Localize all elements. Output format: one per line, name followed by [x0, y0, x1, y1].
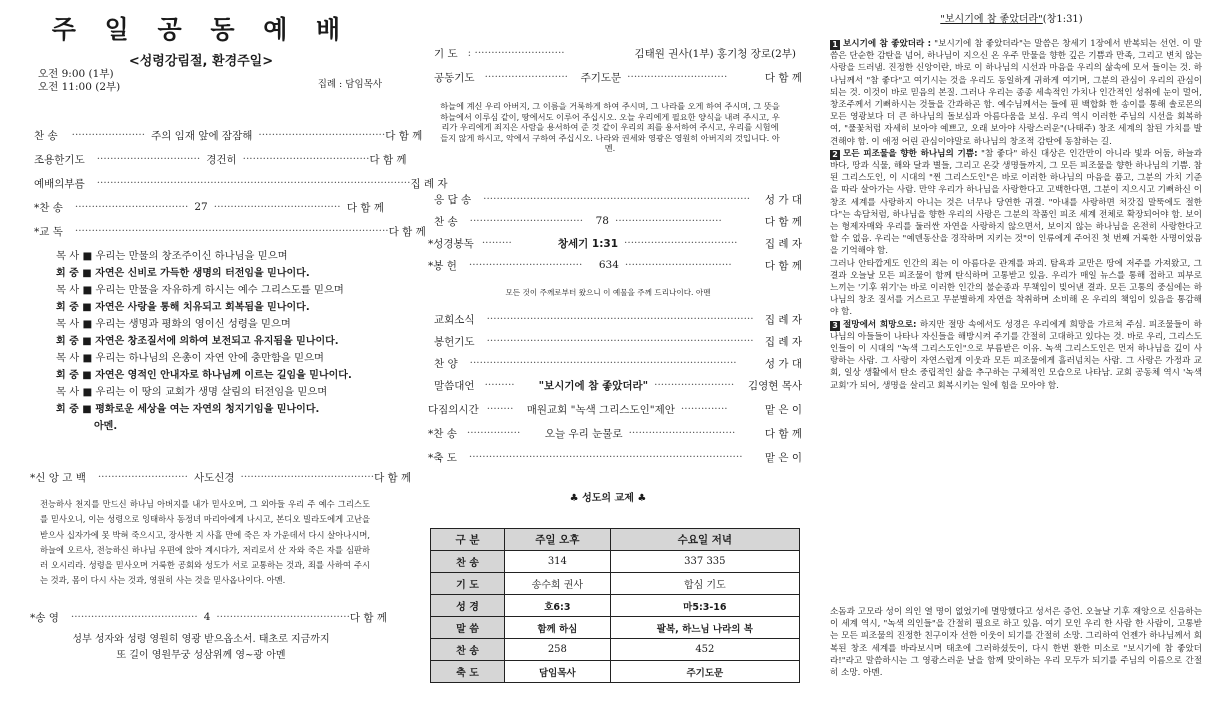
order-label: *봉 헌: [428, 259, 457, 272]
order-label: 찬 양: [434, 357, 458, 370]
line-text: 자연은 사랑을 통해 치유되고 회복됨을 믿나이다.: [95, 302, 310, 313]
responsive-line: [56, 401, 319, 418]
responsive-line: [56, 316, 291, 333]
section-heading: 절망에서 희망으로:: [843, 319, 917, 330]
order-label: 말씀대언: [434, 379, 475, 392]
responsive-line: [94, 418, 117, 435]
order-item: 78: [595, 215, 609, 227]
table-cell: 258: [505, 639, 611, 661]
order-leader: 다 함 께: [388, 225, 426, 238]
order-label: *교 독: [34, 225, 63, 238]
order-leader: 다 함 께: [369, 153, 407, 166]
responsive-line: [56, 282, 344, 299]
order-label: 봉헌기도: [434, 335, 475, 348]
sermon-section: [830, 148, 1202, 319]
order-label: 기 도: [434, 47, 458, 60]
row-header: 성 경: [431, 595, 505, 617]
responsive-line: [56, 384, 327, 401]
table-header-row: [431, 529, 800, 551]
order-leader: 성 가 대: [764, 357, 802, 370]
order-leader: 다 함 께: [374, 471, 412, 484]
order-item: 매원교회 "녹색 그리스도인"제안: [526, 403, 675, 416]
order-item: 사도신경: [193, 471, 235, 484]
order-leader: 집 례 자: [410, 177, 448, 190]
section-text: "보시기에 참 좋았더라"는 말씀은 창세기 1장에서 반복되는 선언. 이 말씀은 단순한 감탄을 넘어, 하나님이 지으신 온 우주 만물을 향한 깊은 기쁨과 만족, 그리고 변치 않는 사랑을 드러냄. 진정한 신앙이란, 바로 이 하나님의 시선과 마음을 우리의 삶속에 모셔 들이는 것. 하나님께서 "참 좋다"고 여기시는 것을 우리도 동일하게 귀하게 여기며, 그분의 관심이 우리의 관심이 되는 것. 이것이 바로 믿음의 본질. 그러나 우리는 종종 세속적인 가치나 인간적인 성취에 눈이 멀어, 창조주께서 기뻐하시는 것들을 간과하곤 함. 예수님께서는 들에 핀 백합화 한 송이를 통해 솔로몬의 모든 영광보다 더 큰 하나님의 돌보심과 아름다움을 보심. 우리 역시 이러한 주님의 시선을 회복하여, "풀꽃처럼 자세히 보아야 예쁘고, 오래 보아야 사랑스러운"(나태주) 창조 세계의 참된 가치를 발견해야 함. 이 애정 어린 관심이야말로 하나님의 창조적 감탄에 동참하는 길.: [830, 39, 1202, 147]
line-text: 자연은 영적인 안내자로 하나님께 이르는 길임을 믿나이다.: [95, 370, 352, 381]
row-header: 찬 송: [431, 639, 505, 661]
speaker: 회 중 ■: [56, 302, 92, 313]
schedule-table: [430, 528, 800, 683]
order-leader: 다 함 께: [349, 611, 388, 624]
row-header: 축 도: [431, 661, 505, 683]
responsive-line: [56, 333, 339, 350]
row-header: 말 씀: [431, 617, 505, 639]
order-row: 찬 송 ······················ 주의 임재 앞에 잠잠해 ······································ 다 함 께: [34, 129, 423, 142]
speaker: 회 중 ■: [56, 336, 92, 347]
order-label: *성경봉독: [428, 237, 474, 250]
order-row: *축 도 ·················································································· 맡 은 이: [428, 451, 802, 464]
order-label: 조용한기도: [34, 153, 85, 166]
order-label: *신 앙 고 백: [30, 471, 86, 484]
responsive-line: [56, 248, 288, 265]
order-item: 4: [203, 611, 211, 623]
order-leader: 다 함 께: [764, 71, 802, 84]
order-leader: 다 함 께: [346, 201, 384, 214]
order-row: 예배의부름 ······························································································ 집 례 자: [34, 177, 448, 190]
section-heading: 보시기에 참 좋았더라 :: [843, 39, 932, 49]
doxology-line: 또 길이 영원무궁 성삼위께 영~광 아멘: [116, 650, 286, 661]
order-label: 응 답 송: [434, 193, 472, 206]
line-text: 우리는 생명과 평화의 영이신 성령을 믿으며: [95, 318, 291, 330]
doxology-text: [0, 632, 402, 664]
order-label: *찬 송: [34, 201, 63, 214]
order-item: "보시기에 참 좋았더라": [538, 379, 649, 392]
order-leader: 다 함 께: [764, 427, 802, 440]
order-label: *찬 송: [428, 427, 457, 440]
section-number: 2: [830, 150, 840, 160]
order-label: 찬 송: [34, 129, 58, 142]
order-row: 기 도 : ··························· 김태원 권사(1부) 홍기청 장로(2부): [434, 44, 802, 62]
order-leader: 김영현 목사: [747, 379, 802, 392]
order-leader: 다 함 께: [764, 259, 802, 272]
sermon-heading: [814, 10, 1209, 25]
order-leader: 맡 은 이: [764, 451, 802, 464]
section-text: 하지만 절망 속에서도 성경은 우리에게 희망을 가르쳐 주심. 피조물들이 하나님의 아들들이 나타나 자신들을 해방시켜 주기를 간절히 고대하고 있다는 것. 바로 우리, 그리스도인들이 이 시대의 "녹색 그리스도인"으로 부름받은 이유. 녹색 그리스도인은 먼저 하나님을 깊이 사랑하는 사람. 그 사랑이 자연스럽게 이웃과 모든 피조물에게 흘러넘치는 사람. 그 사랑은 가정과 교회, 일상 생활에서 탄소 중립적인 삶을 추구하는 구체적인 모습으로 나타남. 교회 공동체 역시 '녹색 교회'가 되어, 생명을 살리고 회복시키는 일에 힘을 모아야 함.: [830, 319, 1202, 391]
lords-prayer-text: 하늘에 계신 우리 아버지, 그 이름을 거룩하게 하여 주시며, 그 나라를 오게 하여 주시며, 그 뜻을 하늘에서 이루심 같이, 땅에서도 이루어 주십시오. 오늘 우리에게 필요한 양식을 내려 주시고, 우리가 우리에게 죄지은 사람을 용서하여 준 것 같이 우리의 죄를 용서하여 주시고, 우리를 시험에 들지 않게 하시고, 악에서 구하여 주십시오. 나라와 권세와 영광은 영원히 아버지의 것입니다. 아멘.: [440, 101, 780, 153]
service-time-first: 오전 9:00 (1부): [38, 68, 114, 80]
line-text: 평화로운 세상을 여는 자연의 청지기임을 믿나이다.: [95, 404, 320, 415]
order-row: 교회소식 ················································································ 집 례 자: [434, 313, 802, 326]
order-row: 찬 양 ················································································ 성 가 대: [434, 357, 802, 370]
order-row: *교 독 ······························································································ 다 함 께: [34, 225, 426, 238]
line-text: 아멘.: [94, 421, 118, 432]
responsive-line: [56, 367, 352, 384]
order-row: 찬 송 ·································· 78 ································ 다 함 께: [434, 215, 802, 228]
line-text: 우리는 하나님의 은총이 자연 안에 충만함을 믿으며: [95, 352, 324, 364]
sermon-section: [830, 38, 1202, 148]
order-item: 오늘 우리 눈물로: [544, 427, 623, 440]
order-leader: 집 례 자: [764, 335, 802, 348]
page-subtitle: <성령강림절, 환경주일>: [128, 54, 274, 69]
order-row: *찬 송 ················ 오늘 우리 눈물로 ································ 다 함 께: [428, 427, 802, 440]
table-cell: 314: [505, 551, 611, 573]
order-row: 공동기도 ························· 주기도문 ······························ 다 함 께: [434, 71, 802, 84]
order-row: 말씀대언 ········· "보시기에 참 좋았더라" ························ 김영현 목사: [434, 379, 802, 392]
order-row: *신 앙 고 백 ··························· 사도신경 ········································ 다 함 께: [30, 471, 412, 484]
speaker: 목 사 ■: [56, 352, 93, 364]
table-cell: 함께 하심: [505, 617, 611, 639]
order-label: 교회소식: [434, 313, 475, 326]
table-row: [431, 595, 800, 617]
table-cell: 주기도문: [610, 661, 799, 683]
speaker: 목 사 ■: [56, 386, 93, 398]
sermon-column: [814, 0, 1209, 716]
table-row: [431, 551, 800, 573]
order-label: 예배의부름: [34, 177, 85, 190]
order-row: *송 영 ······································ 4 ········································ 다 함 께: [30, 611, 388, 624]
order-item: 김태원 권사(1부) 홍기청 장로(2부): [634, 47, 796, 60]
order-label: 찬 송: [434, 215, 458, 228]
apostles-creed-text: 전능하사 천지를 만드신 하나님 아버지를 내가 믿사오며, 그 외아들 우리 주 예수 그리스도를 믿사오니, 이는 성령으로 잉태하사 동정녀 마리아에게 나시고, 본디오 빌라도에게 고난을 받으사 십자가에 못 박혀 죽으시고, 장사한 지 사흘 만에 죽은 자 가운데서 다시 살아나시며, 하늘에 오르사, 전능하신 하나님 우편에 앉아 계시다가, 저리로서 산 자와 죽은 자를 심판하러 오시리라. 성령을 믿사오며 거룩한 공회와 성도가 서로 교통하는 것과, 죄를 사하여 주시는 것과, 몸이 다시 사는 것과, 영원히 사는 것을 믿사옵나이다. 아멘.: [40, 499, 370, 586]
order-leader: 다 함 께: [385, 129, 423, 142]
order-item: 경건히: [206, 153, 237, 166]
line-text: 우리는 만물의 창조주이신 하나님을 믿으며: [95, 250, 288, 262]
order-row: 응 답 송 ················································································ 성 가 대: [434, 193, 802, 206]
row-header: 찬 송: [431, 551, 505, 573]
order-row: 다짐의시간 ········ 매원교회 "녹색 그리스도인"제안 ·············· 맡 은 이: [428, 403, 802, 416]
order-label: 공동기도: [434, 71, 475, 84]
table-cell: 337 335: [610, 551, 799, 573]
table-row: [431, 639, 800, 661]
column-header: 수요일 저녁: [610, 529, 799, 551]
table-cell: 452: [610, 639, 799, 661]
order-leader: 집 례 자: [764, 313, 802, 326]
order-item: 27: [194, 201, 208, 213]
sermon-body: [830, 38, 1202, 392]
responsive-line: [56, 265, 310, 282]
line-text: 우리는 이 땅의 교회가 생명 살림의 터전임을 믿으며: [95, 386, 328, 398]
order-leader: 성 가 대: [764, 193, 802, 206]
table-cell: 합심 기도: [610, 573, 799, 595]
service-times: [38, 68, 120, 94]
order-label: *축 도: [428, 451, 457, 464]
order-row: *찬 송 ·································· 27 ······································ 다 함 께: [34, 201, 384, 214]
table-cell: 마5:3-16: [610, 595, 799, 617]
table-row: [431, 661, 800, 683]
table-cell: 호6:3: [505, 595, 611, 617]
order-leader: 맡 은 이: [764, 403, 802, 416]
order-row: *성경봉독 ········· 창세기 1:31 ·································· 집 례 자: [428, 237, 802, 250]
speaker: 목 사 ■: [56, 284, 93, 296]
table-row: [431, 573, 800, 595]
row-header: 기 도: [431, 573, 505, 595]
line-text: 우리는 만물을 자유하게 하시는 예수 그리스도를 믿으며: [95, 284, 344, 296]
speaker: 목 사 ■: [56, 318, 93, 330]
order-leader: 집 례 자: [764, 237, 802, 250]
speaker: 회 중 ■: [56, 268, 92, 279]
speaker: 회 중 ■: [56, 370, 92, 381]
sermon-reference: (창1:31): [1042, 14, 1083, 25]
fellowship-title: ♣ 성도의 교제 ♣: [569, 493, 647, 504]
speaker: 회 중 ■: [56, 404, 92, 415]
column-header: 구 분: [431, 529, 505, 551]
responsive-line: [56, 350, 324, 367]
sermon-closing: 소돔과 고모라 성이 의인 열 명이 없었기에 멸망했다고 성서은 증언. 오늘날 기후 재앙으로 신음하는 이 세계 역시, "녹색 의인들"을 간절히 필요로 하고 있음. 여기 모인 우리 한 사람 한 사람이, 고통받는 모든 피조물의 진정한 친구이자 선한 이웃이 되기를 간절히 소망. 그리하여 언젠가 하나님께서 회복된 창조 세계를 바라보시며 태초에 그러하셨듯이, 다시 한번 환한 미소로 "보시기에 참 좋았더라!"라고 말씀하시는 그 영광스러운 날을 함께 맞이하는 우리 모두가 되기를 주님의 이름으로 간절히 소망. 아멘.: [830, 607, 1202, 679]
sermon-section: [830, 319, 1202, 392]
officiant: 집례 : 담임목사: [317, 79, 382, 90]
order-item: 주기도문: [580, 71, 622, 84]
section-heading: 모든 피조물을 향한 하나님의 기쁨:: [843, 148, 978, 159]
table-row: [431, 617, 800, 639]
order-item: 창세기 1:31: [557, 237, 619, 250]
order-row: 조용한기도 ······························· 경건히 ······································ 다 함 께: [34, 153, 407, 166]
page-title: 주 일 공 동 예 배: [51, 15, 351, 44]
order-row: 봉헌기도 ················································································ 집 례 자: [434, 335, 802, 348]
section-text: "참 좋다" 하신 대상은 인간만이 아니라 빛과 어둠, 하늘과 바다, 땅과 식물, 해와 달과 별들, 그리고 온갖 생명들까지, 그 모든 피조물을 향한 하나님의 기쁨. 참된 그리스도인, 이 시대의 "찐 그리스도인"은 바로 이러한 하나님의 마음을 품고, 그분의 가치 기준을 따라 살아가는 사람. 만약 우리가 하나님을 사랑한다고 고백한다면, 그분이 지으시고 기뻐하신 이 창조 세계를 사랑하지 아니는 것은 너무나 당연한 귀결. "아내를 사랑하면 처갓집 말뚝에도 절한다"는 속담처럼, 하나님을 향한 우리의 사랑은 그분의 작품인 피조 세계 전체로 확장되어야 함. 보이는 형제자매와 우리를 둘러싼 자연을 사랑하지 않으면서, 보이지 않는 하나님을 온전히 사랑한다고 할 수 없음. 우리는 "예덴동산을 경작하며 지키는 것"이 인류에게 주어진 첫 번째 거룩한 사명이었음을 기억해야 함. 그러나 안타깝게도 인간의 죄는 이 아름다운 관계를 파괴. 탐욕과 교만은 땅에 저주를 가져왔고, 그 결과 오늘날 모든 피조물이 함께 탄식하며 고통받고 있음. 우리가 매일 뉴스를 통해 접하고 피부로 느끼는 '기후 위기'는 바로 이러한 인간의 불순종과 무책임이 빚어낸 결과. 모든 고통의 중심에는 하나님의 창조 질서를 거스르고 무분별하게 자연을 착취하며 소비해 온 우리의 책임이 있음을 통감해야 함.: [830, 148, 1202, 318]
line-text: 자연은 창조질서에 의하여 보전되고 유지됨을 믿나이다.: [95, 336, 339, 347]
sermon-title: "보시기에 참 좋았더라": [940, 14, 1043, 25]
section-number: 3: [830, 321, 840, 331]
table-cell: 담임목사: [505, 661, 611, 683]
column-header: 주일 오후: [505, 529, 611, 551]
table-cell: 송수희 권사: [505, 573, 611, 595]
speaker: 목 사 ■: [56, 250, 93, 262]
line-text: 자연은 신비로 가득한 생명의 터전임을 믿나이다.: [95, 268, 310, 279]
order-item: 주의 임재 앞에 잠잠해: [151, 129, 253, 142]
order-leader: 다 함 께: [764, 215, 802, 228]
responsive-line: [56, 299, 310, 316]
service-time-second: 오전 11:00 (2부): [38, 81, 121, 93]
offering-note: 모든 것이 주께로부터 왔으니 이 예물을 주께 드리나이다. 아멘: [505, 288, 711, 297]
section-number: 1: [830, 40, 840, 50]
order-row: *봉 헌 ·································· 634 ································ 다 함 께: [428, 259, 802, 272]
table-cell: 팔복, 하느님 나라의 복: [610, 617, 799, 639]
order-label: *송 영: [30, 611, 59, 624]
order-item: 634: [598, 259, 619, 271]
worship-order-column-2: [410, 0, 806, 716]
order-label: 다짐의시간: [428, 403, 479, 416]
doxology-line: 성부 성자와 성령 영원히 영광 받으옵소서. 태초로 지금까지: [72, 634, 330, 645]
